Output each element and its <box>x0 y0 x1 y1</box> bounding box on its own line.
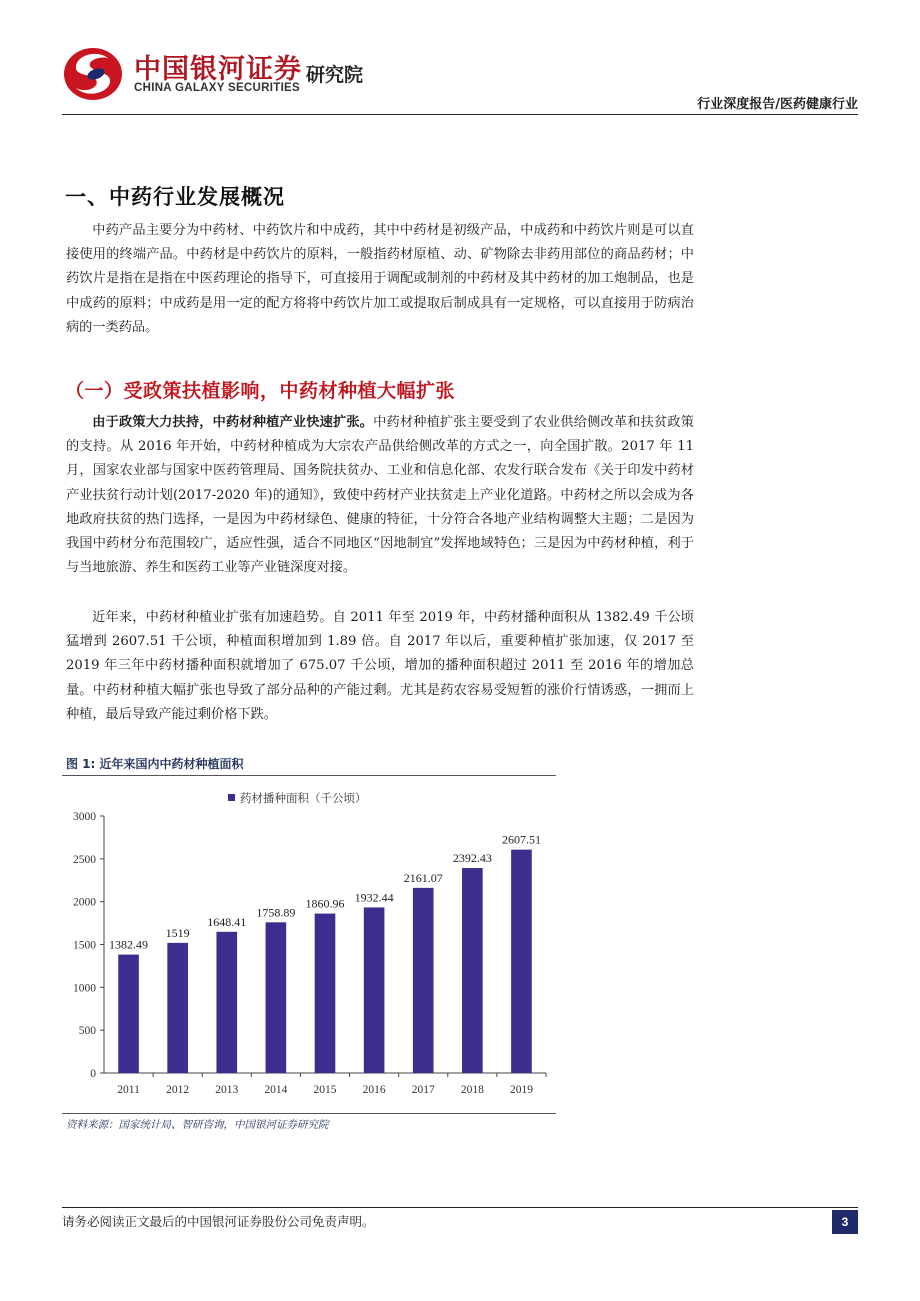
chart-legend <box>228 791 367 805</box>
bar-value-label: 2392.43 <box>452 851 492 866</box>
x-tick-label: 2019 <box>509 1084 533 1096</box>
x-tick-label: 2015 <box>313 1084 337 1096</box>
bar-2018 <box>462 868 483 1073</box>
bar-value-label: 1758.89 <box>256 905 296 920</box>
footer-divider <box>62 1207 858 1208</box>
footer-disclaimer: 请务必阅读正文最后的中国银河证券股份公司免责声明。 <box>62 1214 375 1229</box>
y-tick-label: 2500 <box>73 853 96 866</box>
figure-bottom-rule <box>62 1113 556 1114</box>
report-type-label: 行业深度报告/医药健康行业 <box>697 97 858 112</box>
bar-2013 <box>216 932 237 1073</box>
y-tick-label: 500 <box>78 1025 96 1038</box>
trend-body-text: 近年来，中药材种植业扩张有加速趋势。自 2011 年至 2019 年，中药材播种面积从 1382.49 千公顷猛增到 2607.51 千公顷，种植面积增加到 1.89 倍。自 2017 年以后，重要种植扩张加速，仅 2017 至 2019 年三年中药材播种面积就增加了 675.07 千公顷，增加的播种面积超过 2011 至 2016 年的增加总量。中药材种植大幅扩张也导致了部分品种的产能过剩。尤其是药农容易受短暂的涨价行情诱惑，一拥而上种植，最后导致产能过剩价格下跌。 <box>66 610 694 722</box>
galaxy-logo-icon <box>62 44 124 102</box>
y-tick-label: 1500 <box>73 939 96 952</box>
policy-paragraph <box>66 411 694 580</box>
y-tick-label: 3000 <box>73 811 96 823</box>
y-tick-label: 1000 <box>73 982 96 995</box>
bar-value-label: 2607.51 <box>501 832 541 847</box>
y-tick-label: 0 <box>90 1068 96 1080</box>
bar-2012 <box>167 943 188 1073</box>
bar-value-label: 1648.41 <box>207 914 247 929</box>
bar-2011 <box>118 955 139 1073</box>
header-divider <box>62 114 858 115</box>
x-tick-label: 2016 <box>362 1084 386 1096</box>
page-number-badge: 3 <box>832 1210 858 1234</box>
bar-2014 <box>266 922 287 1073</box>
y-axis <box>73 811 104 1080</box>
subsection-heading: （一）受政策扶植影响，中药材种植大幅扩张 <box>65 380 456 402</box>
bar-2016 <box>364 907 385 1073</box>
figure-title: 图 1: 近年来国内中药材种植面积 <box>66 757 244 771</box>
x-axis <box>104 1073 546 1096</box>
trend-paragraph <box>66 606 694 727</box>
bar-2017 <box>413 888 434 1073</box>
policy-body-text: 中药材种植扩张主要受到了农业供给侧改革和扶贫政策的支持。从 2016 年开始，中药材种植成为大宗农产品供给侧改革的方式之一，向全国扩散。2017 年 11 月，国家农业部与国家中医药管理局、国务院扶贫办、工业和信息化部、农发行联合发布《关于印发中药材产业扶贫行动计划(2017-2020 年)的通知》，致使中药材产业扶贫走上产业化道路。中药材之所以会成为各地政府扶贫的热门选择，一是因为中药材绿色、健康的特征，十分符合各地产业结构调整大主题；二是因为我国中药材分布范围较广，适应性强，适合不同地区“因地制宜”发挥地域特色；三是因为中药材种植，利于与当地旅游、养生和医药工业等产业链深度对接。 <box>66 415 694 576</box>
intro-paragraph <box>66 219 694 340</box>
x-tick-label: 2012 <box>166 1084 190 1096</box>
x-tick-label: 2013 <box>215 1084 239 1096</box>
bar-value-label: 1519 <box>165 925 190 940</box>
bar-value-label: 2161.07 <box>403 870 443 885</box>
legend-label: 药材播种面积（千公顷） <box>240 793 367 805</box>
policy-lead-text: 由于政策大力扶持，中药材种植产业快速扩张。 <box>92 415 374 430</box>
x-tick-label: 2017 <box>411 1084 435 1096</box>
x-tick-label: 2011 <box>117 1084 140 1096</box>
bar-value-label: 1382.49 <box>109 937 149 952</box>
bar-series <box>118 850 532 1073</box>
bar-2015 <box>315 914 336 1073</box>
figure-top-rule <box>62 775 556 776</box>
brand-name-en: CHINA GALAXY SECURITIES <box>134 82 301 94</box>
section-heading: 一、中药行业发展概况 <box>65 185 285 209</box>
bar-value-label: 1932.44 <box>354 890 394 905</box>
x-tick-label: 2018 <box>460 1084 484 1096</box>
brand-suffix: 研究院 <box>306 64 364 86</box>
bar-value-label: 1860.96 <box>305 896 345 911</box>
brand-name-cn: 中国银河证券 <box>134 54 302 85</box>
x-tick-label: 2014 <box>264 1084 288 1096</box>
legend-swatch <box>228 794 235 801</box>
y-tick-label: 2000 <box>73 896 96 909</box>
intro-text: 中药产品主要分为中药材、中药饮片和中成药，其中中药材是初级产品，中成药和中药饮片则是可以直接使用的终端产品。中药材是中药饮片的原料，一般指药材原植、动、矿物除去非药用部位的商品药材；中药饮片是指在是指在中医药理论的指导下，可直接用于调配或制剂的中药材及其中药材的加工炮制品，也是中成药的原料；中成药是用一定的配方将将中药饮片加工或提取后制成具有一定规格，可以直接用于防病治病的一类药品。 <box>66 223 694 335</box>
bar-2019 <box>511 850 532 1073</box>
figure-source-note: 资料来源：国家统计局、智研咨询，中国银河证券研究院 <box>66 1119 329 1131</box>
planting-area-bar-chart <box>62 778 556 1110</box>
